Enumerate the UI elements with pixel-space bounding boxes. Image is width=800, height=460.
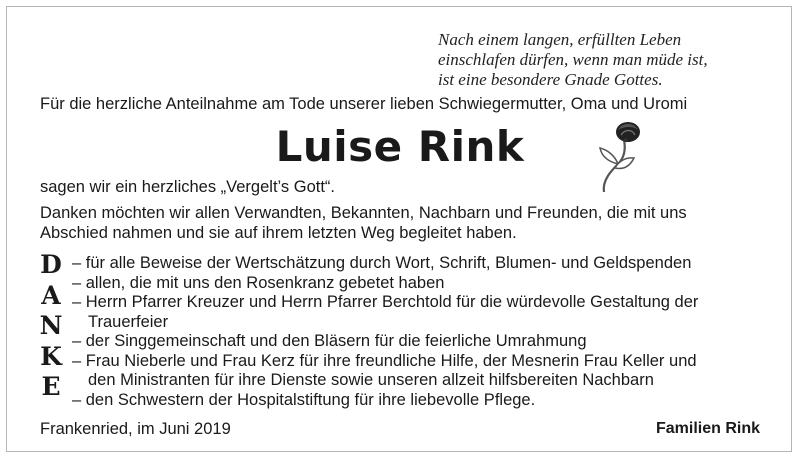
list-item: – den Schwestern der Hospitalstiftung für ihre liebevolle Pflege.: [72, 390, 536, 409]
quote-line: ist eine besondere Gnade Gottes.: [438, 70, 663, 89]
list-item: – Herrn Pfarrer Kreuzer und Herrn Pfarrer Berchtold für die würdevolle Gestaltung der: [72, 293, 699, 311]
list-item: – allen, die mit uns den Rosenkranz gebetet haben: [72, 273, 445, 292]
rose-icon: [588, 120, 658, 195]
danke-letter: D: [40, 250, 62, 279]
paragraph-line: Danken möchten wir allen Verwandten, Bekannten, Nachbarn und Freunden, die mit uns: [40, 204, 687, 222]
list-item: – für alle Beweise der Wertschätzung durch Wort, Schrift, Blumen- und Geldspenden: [72, 254, 692, 272]
place-date: Frankenried, im Juni 2019: [40, 420, 231, 438]
paragraph-line: Abschied nahmen und sie auf ihrem letzten Weg begleitet haben.: [40, 224, 517, 242]
danke-letters: [36, 250, 66, 403]
list-item-continuation: Trauerfeier: [88, 312, 169, 331]
thanks-line: sagen wir ein herzliches „Vergelt’s Gott“.: [40, 178, 335, 196]
thanks-list: [72, 254, 772, 410]
intro-text: Für die herzliche Anteilnahme am Tode unserer lieben Schwiegermutter, Oma und Uromi: [40, 95, 688, 113]
quote-line: einschlafen dürfen, wenn man müde ist,: [438, 50, 708, 69]
danke-letter: A: [41, 280, 61, 310]
thanks-paragraph: [40, 203, 765, 243]
danke-letter: K: [40, 341, 62, 371]
list-item: – Frau Nieberle und Frau Kerz für ihre freundliche Hilfe, der Mesnerin Frau Keller und: [72, 351, 697, 370]
list-item: – der Singgemeinschaft und den Bläsern für die feierliche Umrahmung: [72, 332, 587, 350]
danke-letter: E: [41, 372, 61, 401]
list-item-continuation: den Ministranten für ihre Dienste sowie unseren allzeit hilfsbereiten Nachbarn: [88, 371, 654, 389]
signature: Familien Rink: [655, 420, 760, 437]
danke-letter: N: [39, 311, 63, 340]
quote-block: [438, 30, 778, 90]
deceased-name: Luise Rink: [275, 122, 525, 171]
quote-line: Nach einem langen, erfüllten Leben: [438, 30, 682, 49]
